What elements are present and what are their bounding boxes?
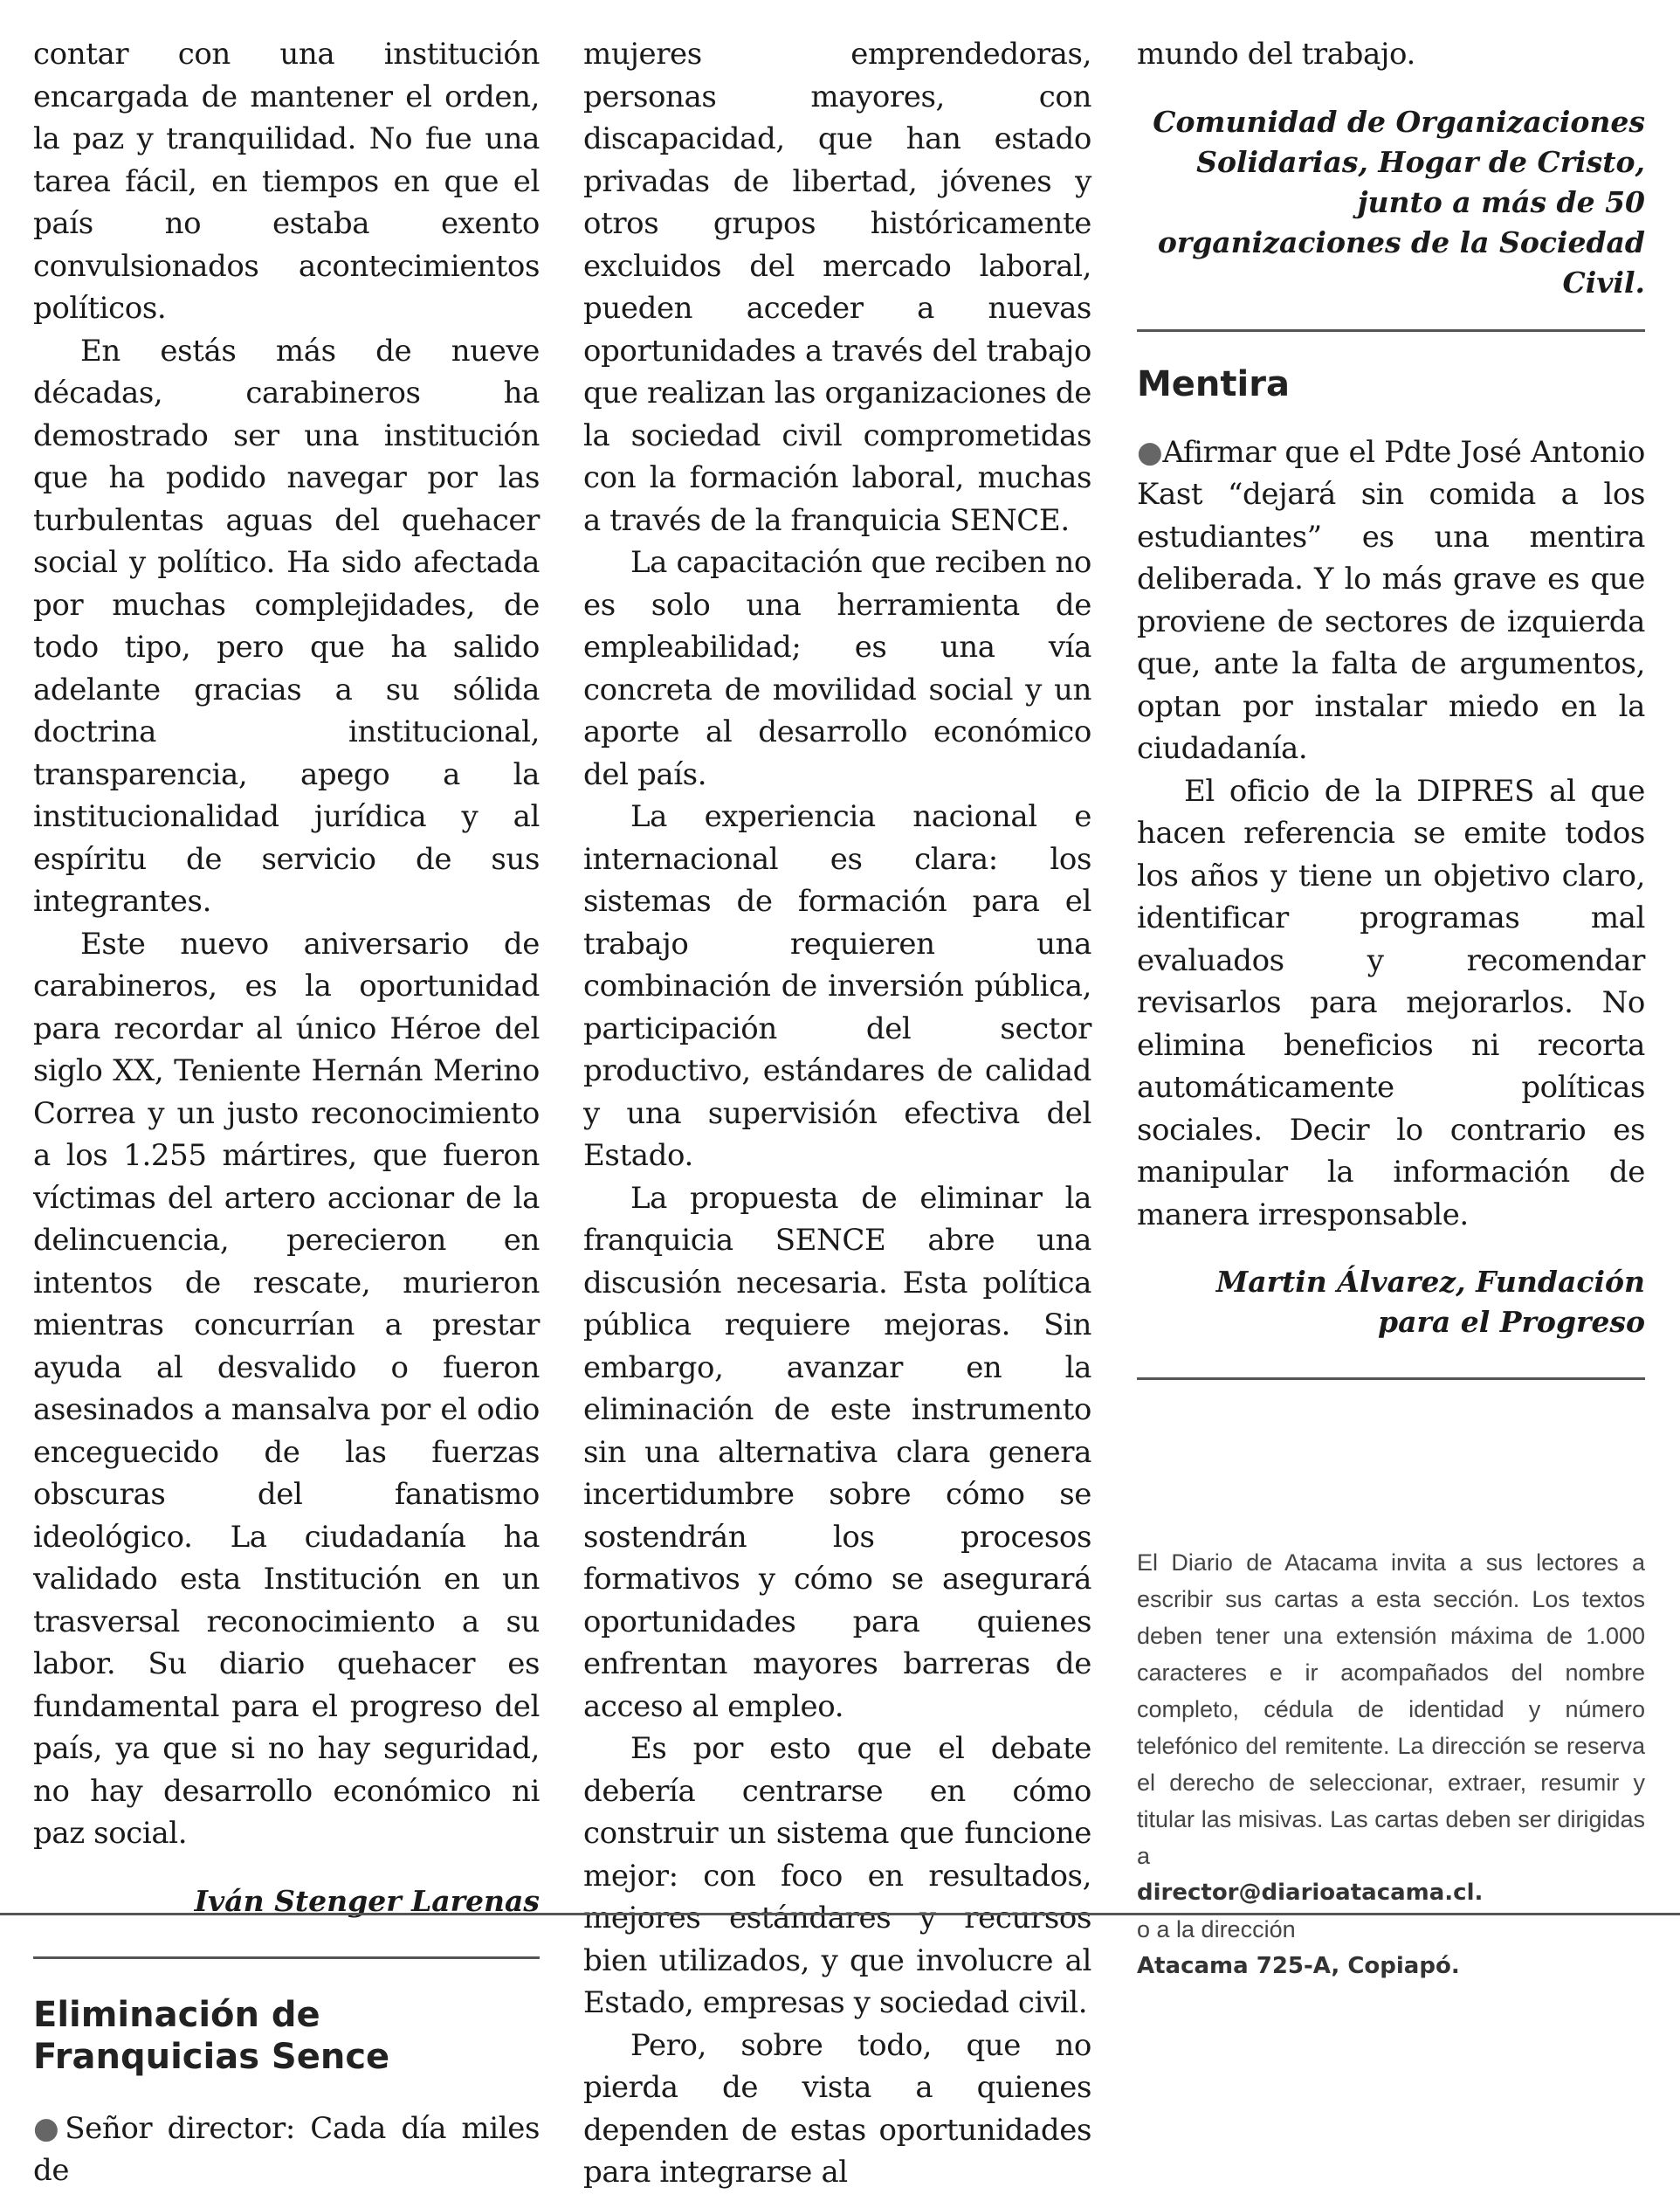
- letter-heading: Eliminación de Franquicias Sence: [33, 1994, 390, 2077]
- letter-signature: Martin Álvarez, Fundación para el Progreso: [1215, 1265, 1645, 1339]
- editor-note: El Diario de Atacama invita a sus lectores a escribir sus cartas a esta sección. Los textos deben tener una extensión máxima de 1.000 caracteres e ir acompañados del nombre completo, cédula de identidad y número telefónico del remitente. La dirección se reserva el derecho de seleccionar, extraer, resumir y titular las misivas. Las cartas deben ser dirigidas a: [1137, 1549, 1645, 1869]
- letter-paragraph: mujeres emprendedoras, personas mayores, con discapacidad, que han estado privadas de libertad, jóvenes y otros grupos históricamente excluidos del mercado laboral, pueden acceder a nuevas oportunidades a través del trabajo que realizan las organizaciones de la sociedad civil comprometidas con la formación laboral, muchas a través de la franquicia SENCE.: [583, 37, 1091, 538]
- letter-paragraph: mundo del trabajo.: [1137, 37, 1415, 72]
- column-right: [1137, 33, 1645, 1984]
- letter-paragraph: Pero, sobre todo, que no pierda de vista a quienes dependen de estas oportunidades para integrarse al: [583, 2027, 1091, 2190]
- column-left: [33, 33, 540, 2192]
- letter-paragraph: La propuesta de eliminar la franquicia SENCE abre una discusión necesaria. Esta política pública requiere mejoras. Sin embargo, avanzar en la eliminación de este instrumento sin una alternativa clara genera incertidumbre sobre cómo se sostendrán los procesos formativos y cómo se asegurará oportunidades para quienes enfrentan mayores barreras de acceso al empleo.: [583, 1180, 1091, 1724]
- postal-address: Atacama 725-A, Copiapó.: [1137, 1953, 1460, 1979]
- bullet-icon: ●: [1137, 434, 1163, 470]
- page-bottom-rule: [0, 1913, 1680, 1915]
- letter-paragraph: ●Señor director: Cada día miles de: [33, 2110, 540, 2188]
- letter-paragraph: La experiencia nacional e internacional es clara: los sistemas de formación para el trabajo requieren una combinación de inversión pública, participación del sector productivo, estándares de calidad y una supervisión efectiva del Estado.: [583, 799, 1091, 1173]
- bullet-icon: ●: [33, 2110, 65, 2146]
- letter-paragraph: ●Afirmar que el Pdte José Antonio Kast “dejará sin comida a los estudiantes” es una mentira deliberada. Y lo más grave es que proviene de sectores de izquierda que, ante la falta de argumentos, optan por instalar miedo en la ciudadanía.: [1137, 434, 1645, 766]
- contact-email[interactable]: director@diarioatacama.cl.: [1137, 1880, 1484, 1906]
- address-intro: o a la dirección: [1137, 1916, 1296, 1942]
- letter-paragraph: Este nuevo aniversario de carabineros, es la oportunidad para recordar al único Héroe del siglo XX, Teniente Hernán Merino Correa y un justo reconocimiento a los 1.255 mártires, que fueron víctimas del artero accionar de la delincuencia, perecieron en intentos de rescate, murieron mientras concurrían a prestar ayuda al desvalido o fueron asesinados a mansalva por el odio enceguecido de las fuerzas obscuras del fanatismo ideológico. La ciudadanía ha validado esta Institución en un trasversal reconocimiento a su labor. Su diario quehacer es fundamental para el progreso del país, ya que si no hay seguridad, no hay desarrollo económico ni paz social.: [33, 926, 540, 1851]
- letter-paragraph: La capacitación que reciben no es solo una herramienta de empleabilidad; es una vía concreta de movilidad social y un aporte al desarrollo económico del país.: [583, 545, 1091, 792]
- letter-paragraph: contar con una institución encargada de mantener el orden, la paz y tranquilidad. No fue una tarea fácil, en tiempos en que el país no estaba exento convulsionados acontecimientos políticos.: [33, 37, 540, 326]
- letter-paragraph: Es por esto que el debate debería centrarse en cómo construir un sistema que funcione mejor: con foco en resultados, mejores estándares y recursos bien utilizados, y que involucre al Estado, empresas y sociedad civil.: [583, 1731, 1091, 2020]
- letter-paragraph: El oficio de la DIPRES al que hacen referencia se emite todos los años y tiene un objetivo claro, identificar programas mal evaluados y recomendar revisarlos para mejorarlos. No elimina beneficios ni recorta automáticamente políticas sociales. Decir lo contrario es manipular la información de manera irresponsable.: [1137, 773, 1645, 1232]
- letter-heading: Mentira: [1137, 363, 1290, 404]
- letter-signature: Iván Stenger Larenas: [194, 1883, 540, 1918]
- letter-paragraph: En estás más de nueve décadas, carabineros ha demostrado ser una institución que ha podido navegar por las turbulentas aguas del quehacer social y político. Ha sido afectada por muchas complejidades, de todo tipo, pero que ha salido adelante gracias a su sólida doctrina institucional, transparencia, apego a la institucionalidad jurídica y al espíritu de servicio de sus integrantes.: [33, 333, 540, 919]
- letter-signature: Comunidad de Organizaciones Solidarias, Hogar de Cristo, junto a más de 50 organizaciones de la Sociedad Civil.: [1153, 104, 1645, 300]
- column-middle: [583, 33, 1091, 2194]
